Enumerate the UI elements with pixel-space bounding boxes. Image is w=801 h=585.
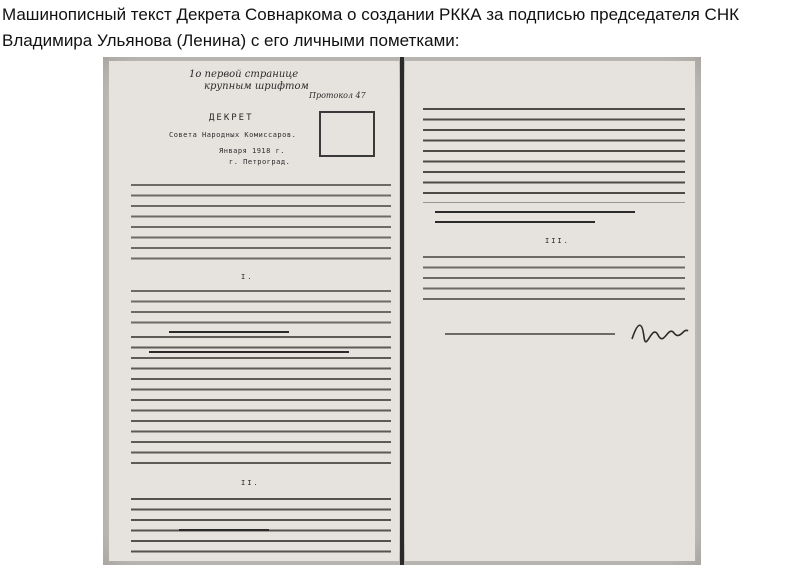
strike-line: [435, 211, 635, 213]
strike-line: [169, 331, 289, 333]
typed-block-6: [423, 251, 685, 303]
strike-line: [149, 351, 349, 353]
protocol-mark: Протокол 47: [309, 91, 366, 100]
handwritten-note-top: 1о первой странице: [189, 69, 299, 80]
page-fold: [400, 57, 404, 565]
typed-block-2: [131, 285, 391, 327]
decree-page-right: [405, 61, 695, 561]
signature-line: [445, 329, 615, 339]
decree-date: Января 1918 г.: [219, 147, 286, 155]
decree-place: г. Петроград.: [229, 158, 291, 166]
lenin-signature: [630, 319, 690, 347]
decree-photograph: [103, 57, 701, 565]
section-3-marker: III.: [545, 237, 570, 245]
photo-caption: Машинописный текст Декрета Совнаркома о создании РККА за подписью председателя СНК Владимира Ульянова (Ленина) с его личными пометками:: [2, 5, 740, 50]
strike-line: [179, 529, 269, 531]
typed-block-5: [423, 103, 685, 203]
decree-subheading: Совета Народных Комиссаров.: [169, 131, 297, 139]
section-2-marker: II.: [241, 479, 260, 487]
strike-line: [435, 221, 595, 223]
typed-block-1: [131, 179, 391, 265]
typed-block-4: [131, 493, 391, 557]
decree-heading: ДЕКРЕТ: [209, 113, 254, 123]
decree-page-left: [109, 61, 399, 561]
section-1-marker: I.: [241, 273, 254, 281]
registration-stamp: [319, 111, 375, 157]
handwritten-note-top-2: крупным шрифтом: [204, 81, 309, 92]
